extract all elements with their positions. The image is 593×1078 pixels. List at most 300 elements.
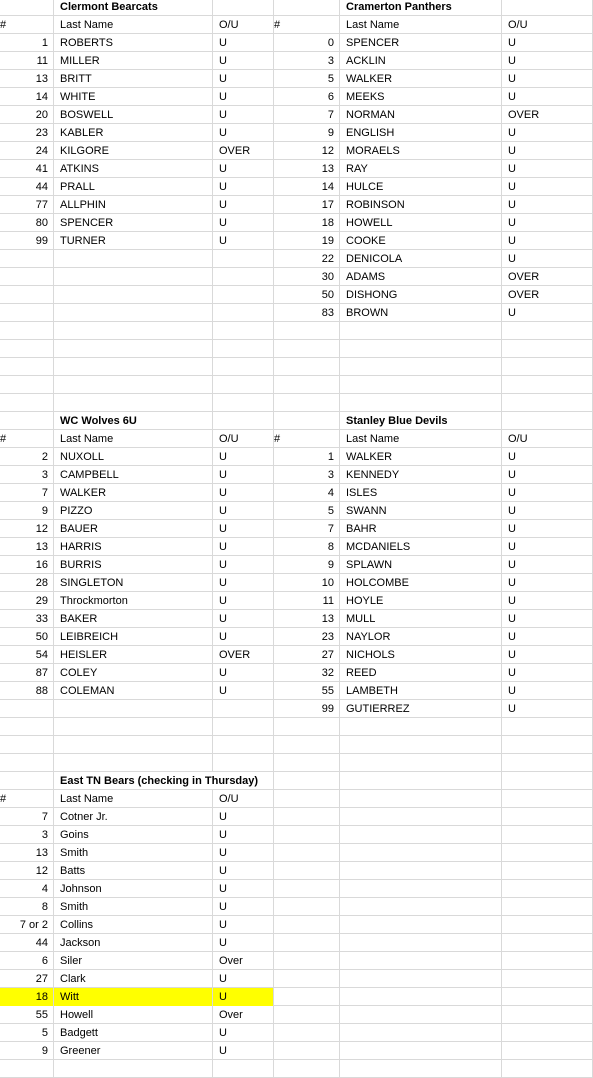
player-number[interactable]: 41 <box>0 160 54 178</box>
player-number[interactable]: 3 <box>0 466 54 484</box>
player-last-name[interactable]: ISLES <box>340 484 502 502</box>
sheet-cell[interactable] <box>274 376 340 394</box>
team-title[interactable]: Clermont Bearcats <box>54 0 213 16</box>
player-number[interactable]: 55 <box>274 682 340 700</box>
player-number[interactable]: 5 <box>274 70 340 88</box>
sheet-cell[interactable] <box>213 304 274 322</box>
header-number[interactable]: # <box>0 430 54 448</box>
sheet-cell[interactable] <box>274 1060 340 1078</box>
sheet-cell[interactable] <box>0 250 54 268</box>
player-over-under[interactable]: U <box>502 448 593 466</box>
sheet-cell[interactable] <box>340 844 502 862</box>
player-number[interactable]: 6 <box>274 88 340 106</box>
player-over-under[interactable]: OVER <box>213 142 274 160</box>
player-number[interactable]: 28 <box>0 574 54 592</box>
player-number[interactable]: 5 <box>0 1024 54 1042</box>
player-over-under[interactable]: U <box>502 484 593 502</box>
player-number[interactable]: 29 <box>0 592 54 610</box>
sheet-cell[interactable] <box>213 700 274 718</box>
sheet-cell[interactable] <box>502 844 593 862</box>
player-number[interactable]: 9 <box>0 502 54 520</box>
sheet-cell[interactable] <box>0 394 54 412</box>
player-number[interactable]: 5 <box>274 502 340 520</box>
header-last-name[interactable]: Last Name <box>54 430 213 448</box>
sheet-cell[interactable] <box>340 394 502 412</box>
sheet-cell[interactable] <box>0 412 54 430</box>
player-over-under[interactable]: U <box>213 574 274 592</box>
sheet-cell[interactable] <box>0 754 54 772</box>
team-title[interactable]: Cramerton Panthers <box>340 0 502 16</box>
sheet-cell[interactable] <box>502 736 593 754</box>
sheet-cell[interactable] <box>340 1060 502 1078</box>
sheet-cell[interactable] <box>502 970 593 988</box>
player-last-name[interactable]: BOSWELL <box>54 106 213 124</box>
sheet-cell[interactable] <box>502 808 593 826</box>
player-last-name[interactable]: ENGLISH <box>340 124 502 142</box>
player-last-name[interactable]: CAMPBELL <box>54 466 213 484</box>
header-over-under[interactable]: O/U <box>213 790 274 808</box>
sheet-cell[interactable] <box>340 1024 502 1042</box>
sheet-cell[interactable] <box>54 754 213 772</box>
sheet-cell[interactable] <box>54 700 213 718</box>
sheet-cell[interactable] <box>54 250 213 268</box>
sheet-cell[interactable] <box>340 862 502 880</box>
player-over-under[interactable]: U <box>213 826 274 844</box>
player-number[interactable]: 7 or 2 <box>0 916 54 934</box>
sheet-cell[interactable] <box>54 376 213 394</box>
player-last-name[interactable]: Howell <box>54 1006 213 1024</box>
sheet-cell[interactable] <box>274 412 340 430</box>
header-number[interactable]: # <box>274 16 340 34</box>
sheet-cell[interactable] <box>340 736 502 754</box>
player-number[interactable]: 99 <box>0 232 54 250</box>
sheet-cell[interactable] <box>274 358 340 376</box>
player-over-under[interactable]: U <box>213 682 274 700</box>
player-last-name[interactable]: Jackson <box>54 934 213 952</box>
sheet-cell[interactable] <box>213 1060 274 1078</box>
player-number[interactable]: 10 <box>274 574 340 592</box>
player-over-under[interactable]: U <box>502 700 593 718</box>
sheet-cell[interactable] <box>502 898 593 916</box>
player-over-under[interactable]: U <box>213 70 274 88</box>
player-over-under[interactable]: U <box>213 52 274 70</box>
player-over-under[interactable]: U <box>213 916 274 934</box>
sheet-cell[interactable] <box>502 1024 593 1042</box>
sheet-cell[interactable] <box>0 772 54 790</box>
sheet-cell[interactable] <box>0 322 54 340</box>
player-over-under[interactable]: U <box>502 682 593 700</box>
sheet-cell[interactable] <box>213 394 274 412</box>
player-over-under[interactable]: U <box>213 934 274 952</box>
sheet-cell[interactable] <box>0 700 54 718</box>
player-number[interactable]: 27 <box>0 970 54 988</box>
player-last-name[interactable]: HOYLE <box>340 592 502 610</box>
player-over-under[interactable]: U <box>502 628 593 646</box>
player-number[interactable]: 13 <box>0 844 54 862</box>
player-over-under[interactable]: U <box>213 808 274 826</box>
player-number[interactable]: 44 <box>0 934 54 952</box>
header-number[interactable]: # <box>274 430 340 448</box>
player-last-name[interactable]: Clark <box>54 970 213 988</box>
sheet-cell[interactable] <box>54 736 213 754</box>
player-last-name[interactable]: NORMAN <box>340 106 502 124</box>
player-over-under[interactable]: U <box>213 538 274 556</box>
player-last-name[interactable]: RAY <box>340 160 502 178</box>
player-last-name[interactable]: DENICOLA <box>340 250 502 268</box>
player-last-name[interactable]: PRALL <box>54 178 213 196</box>
player-last-name[interactable]: KABLER <box>54 124 213 142</box>
sheet-cell[interactable] <box>502 412 593 430</box>
sheet-cell[interactable] <box>502 826 593 844</box>
player-number[interactable]: 20 <box>0 106 54 124</box>
sheet-cell[interactable] <box>213 376 274 394</box>
player-number[interactable]: 3 <box>0 826 54 844</box>
sheet-cell[interactable] <box>274 754 340 772</box>
player-number[interactable]: 7 <box>0 484 54 502</box>
player-last-name[interactable]: Batts <box>54 862 213 880</box>
sheet-cell[interactable] <box>274 934 340 952</box>
sheet-cell[interactable] <box>502 1042 593 1060</box>
sheet-cell[interactable] <box>502 394 593 412</box>
player-number[interactable]: 14 <box>0 88 54 106</box>
sheet-cell[interactable] <box>502 376 593 394</box>
player-over-under[interactable]: U <box>502 142 593 160</box>
sheet-cell[interactable] <box>502 934 593 952</box>
header-number[interactable]: # <box>0 790 54 808</box>
player-over-under[interactable]: U <box>213 106 274 124</box>
sheet-cell[interactable] <box>213 250 274 268</box>
player-number[interactable]: 9 <box>274 124 340 142</box>
player-number[interactable]: 7 <box>274 106 340 124</box>
sheet-cell[interactable] <box>274 844 340 862</box>
sheet-cell[interactable] <box>54 358 213 376</box>
player-over-under[interactable]: U <box>502 88 593 106</box>
player-last-name[interactable]: Witt <box>54 988 213 1006</box>
player-last-name[interactable]: HEISLER <box>54 646 213 664</box>
sheet-cell[interactable] <box>213 736 274 754</box>
player-over-under[interactable]: U <box>213 178 274 196</box>
sheet-cell[interactable] <box>274 790 340 808</box>
player-over-under[interactable]: U <box>502 34 593 52</box>
player-over-under[interactable]: U <box>502 610 593 628</box>
player-over-under[interactable]: U <box>502 214 593 232</box>
sheet-cell[interactable] <box>274 808 340 826</box>
sheet-cell[interactable] <box>213 754 274 772</box>
player-over-under[interactable]: U <box>502 664 593 682</box>
sheet-cell[interactable] <box>340 898 502 916</box>
sheet-cell[interactable] <box>274 826 340 844</box>
player-number[interactable]: 33 <box>0 610 54 628</box>
player-number[interactable]: 44 <box>0 178 54 196</box>
player-over-under[interactable]: U <box>213 880 274 898</box>
player-over-under[interactable]: U <box>213 502 274 520</box>
sheet-cell[interactable] <box>274 340 340 358</box>
header-number[interactable]: # <box>0 16 54 34</box>
player-number[interactable]: 88 <box>0 682 54 700</box>
player-number[interactable]: 19 <box>274 232 340 250</box>
player-last-name[interactable]: LAMBETH <box>340 682 502 700</box>
player-number[interactable]: 12 <box>0 862 54 880</box>
player-over-under[interactable]: U <box>213 664 274 682</box>
sheet-cell[interactable] <box>340 322 502 340</box>
player-number[interactable]: 8 <box>274 538 340 556</box>
player-over-under[interactable]: U <box>502 592 593 610</box>
player-over-under[interactable]: U <box>502 70 593 88</box>
sheet-cell[interactable] <box>274 916 340 934</box>
sheet-cell[interactable] <box>274 1024 340 1042</box>
player-number[interactable]: 99 <box>274 700 340 718</box>
player-over-under[interactable]: U <box>502 304 593 322</box>
sheet-cell[interactable] <box>213 358 274 376</box>
player-over-under[interactable]: U <box>502 124 593 142</box>
sheet-cell[interactable] <box>54 322 213 340</box>
player-over-under[interactable]: OVER <box>502 106 593 124</box>
sheet-cell[interactable] <box>340 790 502 808</box>
player-last-name[interactable]: KILGORE <box>54 142 213 160</box>
player-last-name[interactable]: COLEMAN <box>54 682 213 700</box>
player-over-under[interactable]: U <box>502 196 593 214</box>
player-number[interactable]: 77 <box>0 196 54 214</box>
sheet-cell[interactable] <box>213 322 274 340</box>
player-number[interactable]: 12 <box>274 142 340 160</box>
sheet-cell[interactable] <box>0 340 54 358</box>
player-over-under[interactable]: U <box>502 574 593 592</box>
sheet-cell[interactable] <box>340 1042 502 1060</box>
player-last-name[interactable]: WHITE <box>54 88 213 106</box>
player-number[interactable]: 3 <box>274 52 340 70</box>
player-number[interactable]: 16 <box>0 556 54 574</box>
player-number[interactable]: 18 <box>0 988 54 1006</box>
sheet-cell[interactable] <box>54 286 213 304</box>
player-over-under[interactable]: U <box>213 214 274 232</box>
player-number[interactable]: 11 <box>274 592 340 610</box>
player-last-name[interactable]: HARRIS <box>54 538 213 556</box>
player-last-name[interactable]: COLEY <box>54 664 213 682</box>
sheet-cell[interactable] <box>274 970 340 988</box>
player-last-name[interactable]: ADAMS <box>340 268 502 286</box>
player-number[interactable]: 30 <box>274 268 340 286</box>
sheet-cell[interactable] <box>340 340 502 358</box>
header-last-name[interactable]: Last Name <box>340 16 502 34</box>
player-number[interactable]: 11 <box>0 52 54 70</box>
player-last-name[interactable]: Goins <box>54 826 213 844</box>
sheet-cell[interactable] <box>340 718 502 736</box>
player-last-name[interactable]: SWANN <box>340 502 502 520</box>
header-last-name[interactable]: Last Name <box>54 790 213 808</box>
sheet-cell[interactable] <box>340 826 502 844</box>
sheet-cell[interactable] <box>502 790 593 808</box>
player-last-name[interactable]: MEEKS <box>340 88 502 106</box>
player-number[interactable]: 50 <box>274 286 340 304</box>
player-number[interactable]: 54 <box>0 646 54 664</box>
header-over-under[interactable]: O/U <box>502 16 593 34</box>
sheet-cell[interactable] <box>340 916 502 934</box>
player-over-under[interactable]: U <box>502 538 593 556</box>
player-last-name[interactable]: ACKLIN <box>340 52 502 70</box>
player-over-under[interactable]: U <box>502 160 593 178</box>
player-number[interactable]: 13 <box>0 538 54 556</box>
sheet-cell[interactable] <box>274 880 340 898</box>
sheet-cell[interactable] <box>274 952 340 970</box>
sheet-cell[interactable] <box>213 412 274 430</box>
player-last-name[interactable]: Johnson <box>54 880 213 898</box>
player-last-name[interactable]: LEIBREICH <box>54 628 213 646</box>
player-number[interactable]: 32 <box>274 664 340 682</box>
header-over-under[interactable]: O/U <box>213 16 274 34</box>
player-number[interactable]: 6 <box>0 952 54 970</box>
player-last-name[interactable]: Collins <box>54 916 213 934</box>
player-number[interactable]: 3 <box>274 466 340 484</box>
header-over-under[interactable]: O/U <box>502 430 593 448</box>
player-number[interactable]: 50 <box>0 628 54 646</box>
header-last-name[interactable]: Last Name <box>54 16 213 34</box>
player-last-name[interactable]: ROBERTS <box>54 34 213 52</box>
sheet-cell[interactable] <box>502 916 593 934</box>
player-last-name[interactable]: MCDANIELS <box>340 538 502 556</box>
player-over-under[interactable]: Over <box>213 952 274 970</box>
sheet-cell[interactable] <box>340 772 502 790</box>
sheet-cell[interactable] <box>274 862 340 880</box>
player-over-under[interactable]: U <box>213 844 274 862</box>
sheet-cell[interactable] <box>274 988 340 1006</box>
sheet-cell[interactable] <box>274 322 340 340</box>
player-number[interactable]: 0 <box>274 34 340 52</box>
sheet-cell[interactable] <box>340 754 502 772</box>
sheet-cell[interactable] <box>213 286 274 304</box>
player-number[interactable]: 7 <box>274 520 340 538</box>
sheet-cell[interactable] <box>0 736 54 754</box>
sheet-cell[interactable] <box>274 0 340 16</box>
player-last-name[interactable]: NUXOLL <box>54 448 213 466</box>
player-last-name[interactable]: HOWELL <box>340 214 502 232</box>
player-number[interactable]: 1 <box>274 448 340 466</box>
player-number[interactable]: 27 <box>274 646 340 664</box>
player-over-under[interactable]: U <box>213 970 274 988</box>
player-last-name[interactable]: WALKER <box>54 484 213 502</box>
player-last-name[interactable]: GUTIERREZ <box>340 700 502 718</box>
sheet-cell[interactable] <box>54 304 213 322</box>
player-over-under[interactable]: U <box>213 862 274 880</box>
player-last-name[interactable]: TURNER <box>54 232 213 250</box>
player-last-name[interactable]: HULCE <box>340 178 502 196</box>
sheet-cell[interactable] <box>54 394 213 412</box>
player-number[interactable]: 83 <box>274 304 340 322</box>
player-last-name[interactable]: WALKER <box>340 448 502 466</box>
player-last-name[interactable]: MULL <box>340 610 502 628</box>
sheet-cell[interactable] <box>54 718 213 736</box>
sheet-cell[interactable] <box>213 268 274 286</box>
sheet-cell[interactable] <box>213 772 274 790</box>
player-number[interactable]: 87 <box>0 664 54 682</box>
sheet-cell[interactable] <box>0 358 54 376</box>
sheet-cell[interactable] <box>274 772 340 790</box>
player-over-under[interactable]: U <box>213 988 274 1006</box>
player-over-under[interactable]: OVER <box>213 646 274 664</box>
player-number[interactable]: 22 <box>274 250 340 268</box>
sheet-cell[interactable] <box>340 1006 502 1024</box>
player-over-under[interactable]: U <box>502 502 593 520</box>
player-number[interactable]: 14 <box>274 178 340 196</box>
player-over-under[interactable]: U <box>213 466 274 484</box>
sheet-cell[interactable] <box>54 1060 213 1078</box>
player-number[interactable]: 1 <box>0 34 54 52</box>
player-last-name[interactable]: ROBINSON <box>340 196 502 214</box>
sheet-cell[interactable] <box>340 934 502 952</box>
sheet-cell[interactable] <box>0 304 54 322</box>
sheet-cell[interactable] <box>502 1006 593 1024</box>
player-over-under[interactable]: U <box>213 232 274 250</box>
player-last-name[interactable]: BROWN <box>340 304 502 322</box>
player-last-name[interactable]: Greener <box>54 1042 213 1060</box>
sheet-cell[interactable] <box>502 772 593 790</box>
player-last-name[interactable]: BRITT <box>54 70 213 88</box>
player-number[interactable]: 23 <box>274 628 340 646</box>
player-number[interactable]: 13 <box>0 70 54 88</box>
player-number[interactable]: 13 <box>274 160 340 178</box>
player-over-under[interactable]: U <box>502 466 593 484</box>
team-title[interactable]: WC Wolves 6U <box>54 412 213 430</box>
sheet-cell[interactable] <box>340 808 502 826</box>
player-number[interactable]: 18 <box>274 214 340 232</box>
player-over-under[interactable]: U <box>502 646 593 664</box>
sheet-cell[interactable] <box>54 268 213 286</box>
player-last-name[interactable]: Smith <box>54 844 213 862</box>
team-title[interactable]: East TN Bears (checking in Thursday) <box>60 775 259 787</box>
sheet-cell[interactable] <box>213 0 274 16</box>
sheet-cell[interactable] <box>274 1042 340 1060</box>
player-over-under[interactable]: U <box>213 448 274 466</box>
player-last-name[interactable]: REED <box>340 664 502 682</box>
player-over-under[interactable]: OVER <box>502 286 593 304</box>
player-over-under[interactable]: OVER <box>502 268 593 286</box>
player-last-name[interactable]: PIZZO <box>54 502 213 520</box>
sheet-cell[interactable] <box>502 880 593 898</box>
sheet-cell[interactable] <box>274 736 340 754</box>
sheet-cell[interactable] <box>0 376 54 394</box>
player-last-name[interactable]: HOLCOMBE <box>340 574 502 592</box>
sheet-cell[interactable] <box>274 898 340 916</box>
sheet-cell[interactable] <box>0 286 54 304</box>
sheet-cell[interactable] <box>502 322 593 340</box>
player-last-name[interactable]: ATKINS <box>54 160 213 178</box>
player-number[interactable]: 12 <box>0 520 54 538</box>
player-last-name[interactable]: Smith <box>54 898 213 916</box>
player-last-name[interactable]: SPENCER <box>340 34 502 52</box>
player-over-under[interactable]: U <box>502 250 593 268</box>
player-number[interactable]: 4 <box>0 880 54 898</box>
player-over-under[interactable]: U <box>213 610 274 628</box>
sheet-cell[interactable] <box>0 718 54 736</box>
player-number[interactable]: 23 <box>0 124 54 142</box>
team-title[interactable]: Stanley Blue Devils <box>340 412 502 430</box>
player-last-name[interactable]: MILLER <box>54 52 213 70</box>
player-over-under[interactable]: U <box>213 484 274 502</box>
player-last-name[interactable]: SINGLETON <box>54 574 213 592</box>
header-last-name[interactable]: Last Name <box>340 430 502 448</box>
player-number[interactable]: 8 <box>0 898 54 916</box>
sheet-cell[interactable] <box>0 268 54 286</box>
player-last-name[interactable]: Siler <box>54 952 213 970</box>
player-over-under[interactable]: U <box>502 52 593 70</box>
player-over-under[interactable]: U <box>213 124 274 142</box>
sheet-cell[interactable] <box>54 340 213 358</box>
sheet-cell[interactable] <box>502 952 593 970</box>
sheet-cell[interactable] <box>502 754 593 772</box>
player-number[interactable]: 24 <box>0 142 54 160</box>
player-number[interactable]: 4 <box>274 484 340 502</box>
player-last-name[interactable]: Cotner Jr. <box>54 808 213 826</box>
player-over-under[interactable]: U <box>213 520 274 538</box>
